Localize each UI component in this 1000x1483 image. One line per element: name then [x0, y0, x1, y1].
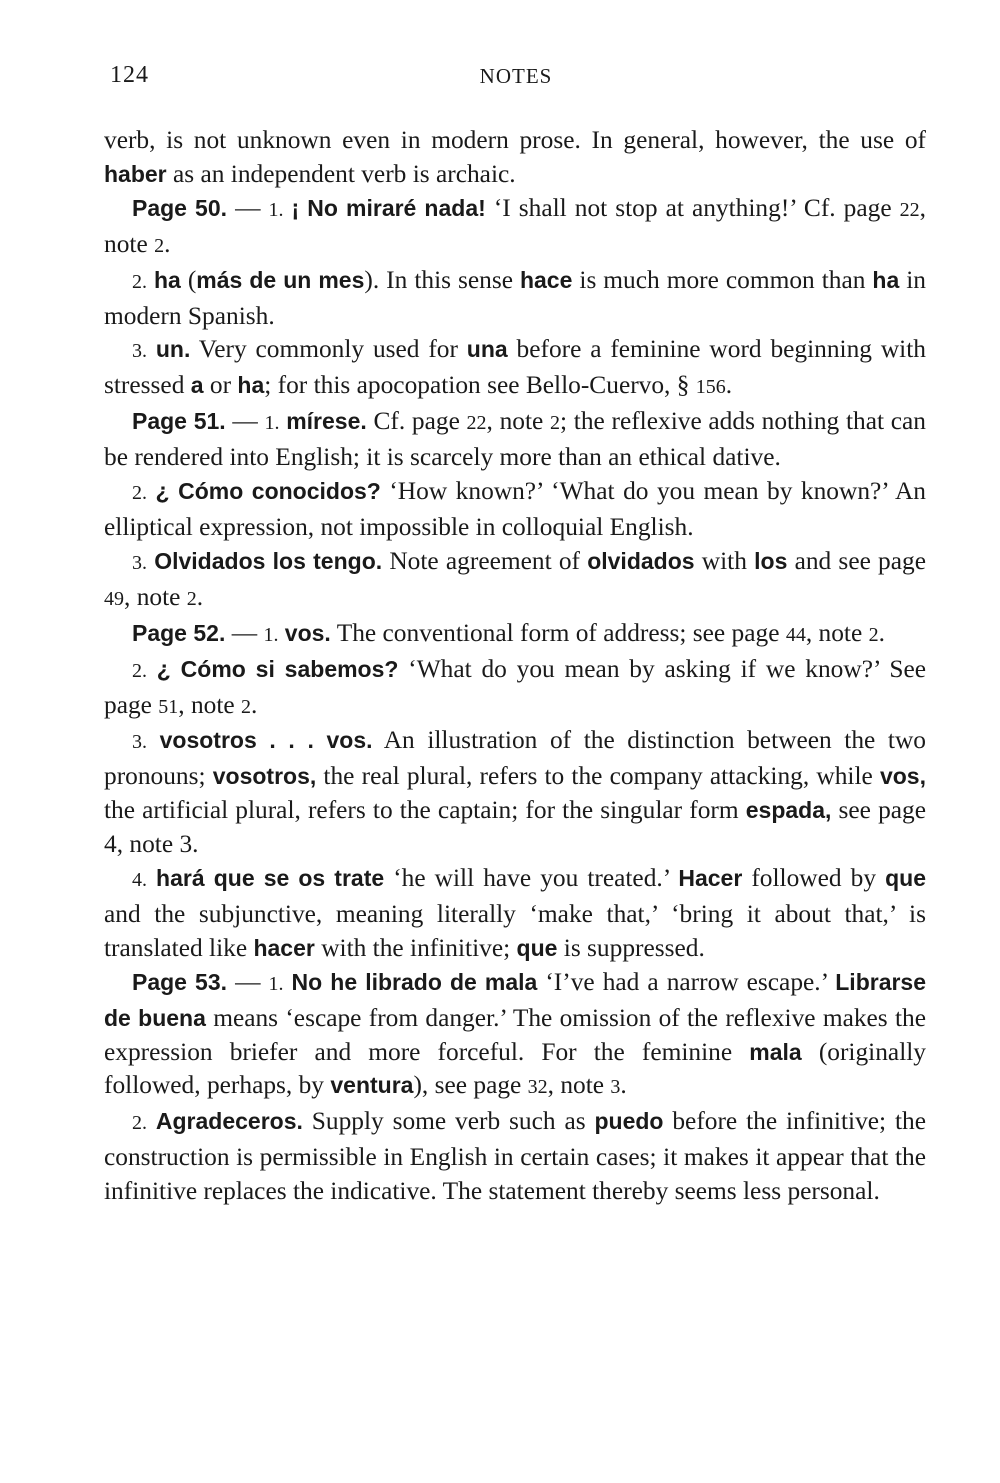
spanish-term: vos, — [879, 763, 926, 790]
dash: — — [227, 193, 269, 222]
note-number: 2. — [132, 659, 147, 682]
note-number: 3. — [132, 340, 147, 363]
text: ‘I shall not stop at anything!’ Cf. page — [485, 193, 900, 222]
page-label: Page 53. — [132, 968, 228, 995]
page-number: 124 — [110, 62, 149, 88]
spanish-term: Hacer — [678, 865, 743, 892]
text: ). In this sense — [364, 265, 520, 294]
text: Note agreement of — [382, 546, 588, 575]
text: (originally followed, perhaps, by — [104, 1037, 927, 1100]
text: ‘How known?’ ‘What do you mean by known?’ An elliptical expression, not impossible in colloquial English. — [104, 477, 926, 541]
spanish-term: olvidados — [587, 547, 695, 574]
text: before the infinitive; the construction is permissible in English in certain cases; it makes it appear that the infinitive replaces the indicative. The statement thereby seems less personal. — [104, 1107, 926, 1206]
text: , note — [486, 407, 551, 436]
page-reference: 32 — [527, 1076, 548, 1099]
spanish-term: vosotros, — [212, 763, 317, 790]
page-reference: 44 — [785, 623, 806, 646]
note-number: 1. — [264, 412, 280, 435]
page-label: Page 51. — [132, 408, 226, 435]
note-page-52-1 — [104, 617, 926, 653]
text: before a feminine word beginning with stressed — [104, 335, 926, 400]
text: ; the reflexive adds nothing that can be rendered into English; it is scarcely more than an ethical dative. — [104, 407, 926, 472]
text: the artificial plural, refers to the captain; for the singular form — [104, 796, 746, 825]
text: or — [203, 371, 238, 400]
text: , note — [124, 582, 187, 611]
note-number: 3. — [132, 731, 147, 754]
spanish-term: ¿ Cómo conocidos? — [155, 478, 381, 505]
note-page-53-2 — [104, 1105, 926, 1209]
text: followed by — [742, 864, 886, 893]
note-page-50-1 — [104, 192, 926, 264]
spanish-term: mala — [749, 1038, 802, 1065]
dash: — — [225, 618, 264, 647]
text: see page 4, note 3. — [104, 796, 927, 859]
text: and see page — [787, 546, 926, 575]
note-reference: 2 — [241, 695, 252, 718]
spanish-term: que — [516, 934, 558, 961]
page-label: Page 52. — [132, 619, 226, 646]
note-number: 1. — [268, 972, 284, 995]
note-continuation — [104, 124, 926, 192]
spanish-term: ha — [154, 266, 181, 293]
note-number: 2. — [132, 1112, 147, 1135]
running-title: NOTES — [479, 64, 553, 88]
note-reference: 3 — [610, 1076, 621, 1099]
page-reference: 51 — [158, 695, 179, 718]
spanish-term: una — [466, 336, 508, 363]
note-number: 1. — [263, 623, 279, 646]
spanish-term: a — [190, 372, 204, 399]
notes-text — [104, 124, 926, 1209]
note-page-51-2 — [104, 475, 926, 545]
text: ‘What do you mean by asking if we know?’ See page — [104, 654, 926, 719]
page-reference: 22 — [899, 198, 920, 221]
note-reference: 2 — [550, 412, 561, 435]
note-page-52-4 — [104, 862, 926, 966]
text: . — [620, 1071, 627, 1100]
text: , note — [178, 690, 242, 719]
text: . — [725, 371, 733, 400]
note-number: 2. — [132, 270, 147, 293]
note-number: 4. — [132, 869, 147, 892]
text: and the subjunctive, meaning literally ‘make that,’ ‘bring it about that,’ is translated like — [104, 899, 926, 962]
note-page-53-1 — [104, 966, 926, 1106]
spanish-term: No he librado de mala — [291, 968, 538, 995]
spanish-term: ¿ Cómo si sabemos? — [156, 655, 399, 682]
dash: — — [225, 407, 265, 436]
text: is much more common than — [572, 265, 873, 294]
spanish-term: ventura — [330, 1072, 414, 1099]
note-page-50-2 — [104, 264, 926, 334]
text: with — [694, 546, 755, 575]
note-number: 3. — [132, 551, 147, 574]
spanish-term: más de un mes — [196, 266, 365, 293]
text: . — [878, 618, 885, 647]
page-reference: 49 — [104, 587, 124, 610]
spanish-term: Olvidados los tengo. — [154, 547, 383, 574]
text: the real plural, refers to the company attacking, while — [316, 762, 880, 791]
text: ), see page — [413, 1071, 528, 1100]
text: , note — [805, 618, 869, 647]
spanish-term: vosotros . . . vos. — [159, 727, 373, 754]
dash: — — [227, 967, 269, 996]
note-page-50-3 — [104, 333, 926, 405]
spanish-term: hacer — [253, 934, 315, 961]
note-page-51-1 — [104, 405, 926, 475]
section-reference: 156 — [695, 376, 726, 399]
text: is suppressed. — [557, 933, 705, 962]
note-page-52-3 — [104, 724, 926, 862]
note-reference: 2 — [154, 234, 165, 257]
text: Very commonly used for — [190, 335, 467, 364]
spanish-term: Librarse de buena — [104, 968, 927, 1031]
text: in modern Spanish. — [104, 265, 926, 330]
spanish-term: espada, — [745, 797, 832, 824]
note-page-52-2 — [104, 653, 926, 725]
text: . — [164, 229, 171, 258]
text: with the infinitive; — [314, 933, 517, 962]
text: ( — [180, 265, 197, 294]
text: ; for this apocopation see Bello-Cuervo, § — [264, 371, 696, 400]
text: ‘I’ve had a narrow escape.’ — [537, 967, 836, 996]
spanish-term: ha — [872, 266, 900, 293]
text: , note — [104, 193, 926, 258]
spanish-term: haber — [104, 160, 167, 187]
running-head — [110, 62, 922, 94]
spanish-term: míresе. — [286, 408, 367, 435]
text: An illustration of the distinction between the two pronouns; — [104, 726, 926, 791]
spanish-term: los — [754, 547, 788, 574]
spanish-term: puedo — [594, 1108, 664, 1135]
text: . — [196, 582, 204, 611]
spanish-term: un. — [155, 336, 191, 363]
text: as an independent verb is archaic. — [166, 159, 516, 188]
note-number: 1. — [268, 198, 284, 221]
note-page-51-3 — [104, 545, 926, 617]
text: verb, is not unknown even in modern prose. In general, however, the use of — [104, 126, 926, 154]
spanish-term: hará que se os trate — [156, 865, 385, 892]
text: . — [251, 690, 258, 719]
spanish-term: que — [885, 865, 926, 892]
text: Cf. page — [366, 407, 467, 436]
spanish-term: Agradeceros. — [155, 1108, 303, 1135]
spanish-term: vos. — [284, 619, 331, 646]
spanish-term: ha — [237, 372, 265, 399]
text: Supply some verb such as — [302, 1107, 595, 1136]
page-label: Page 50. — [132, 194, 228, 221]
page-reference: 22 — [466, 412, 487, 435]
text: ‘he will have you treated.’ — [384, 864, 679, 893]
text: The conventional form of address; see page — [330, 618, 786, 647]
spanish-term: hace — [519, 266, 573, 293]
note-number: 2. — [132, 482, 147, 505]
text: , note — [547, 1071, 611, 1100]
text: means ‘escape from danger.’ The omission of the reflexive makes the expression briefer and more forceful. For the feminine — [104, 1003, 926, 1066]
note-reference: 2 — [868, 623, 879, 646]
note-reference: 2 — [186, 587, 197, 610]
spanish-term: ¡ No miraré nada! — [291, 194, 486, 221]
